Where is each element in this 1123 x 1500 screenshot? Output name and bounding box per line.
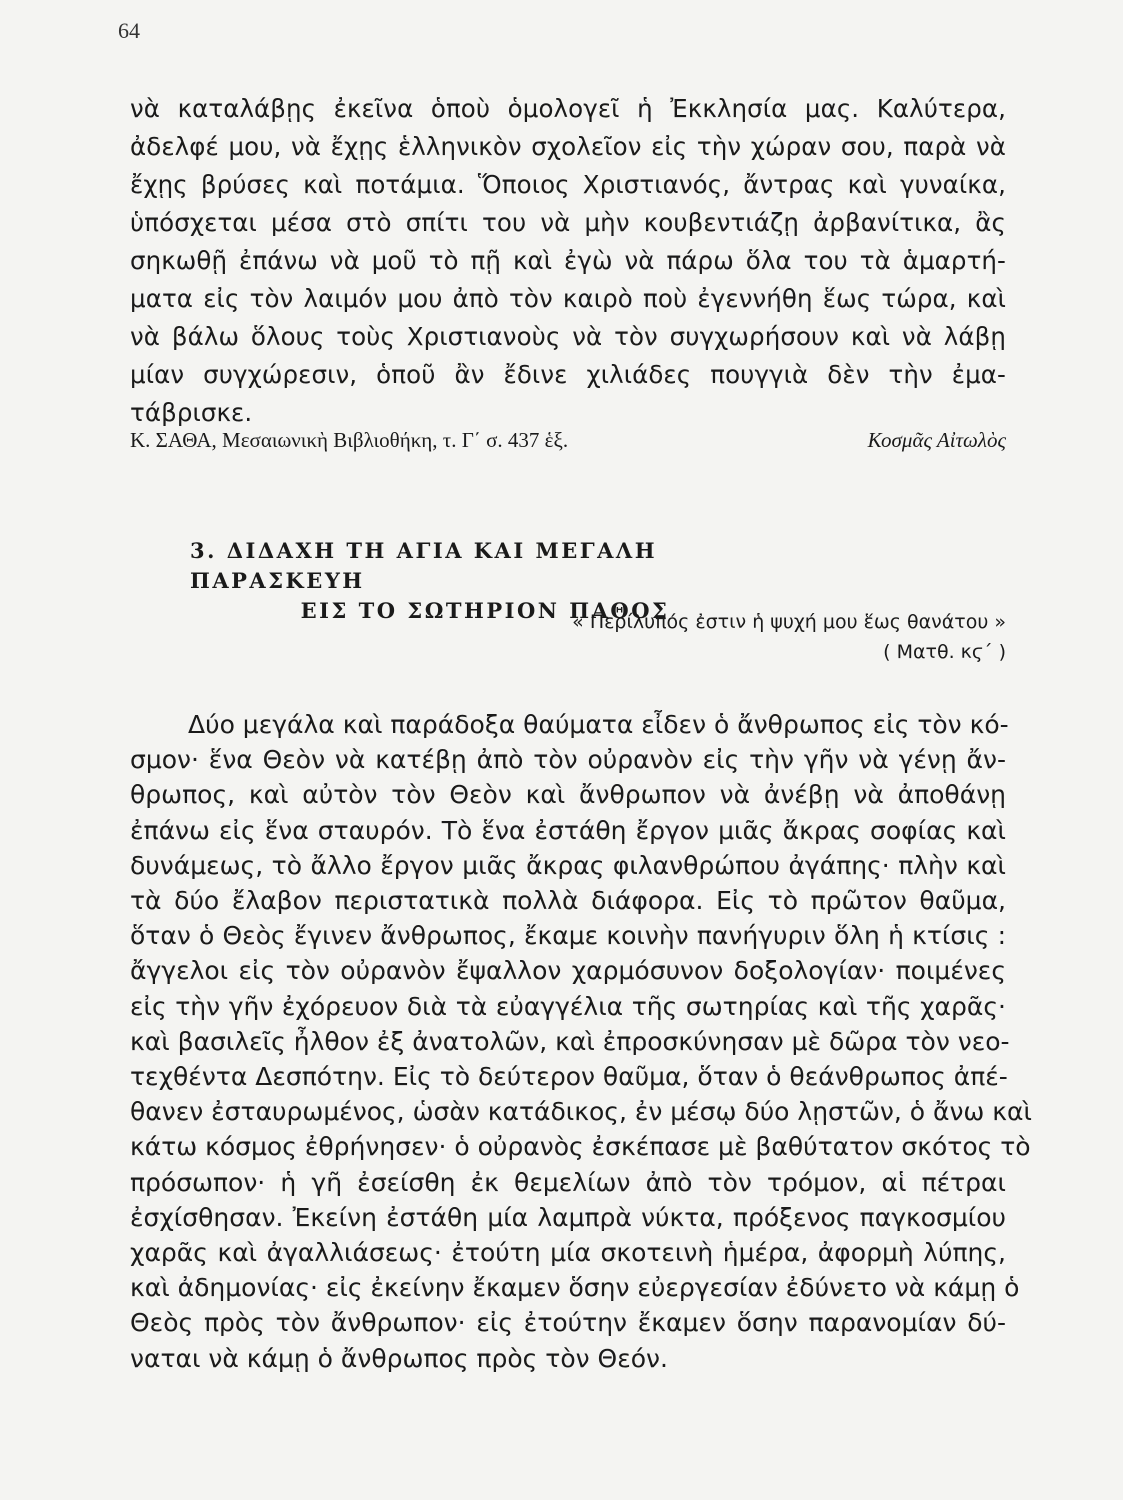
body-line: Θεὸς πρὸς τὸν ἄνθρωπον· εἰς ἐτούτην ἔκαμεν ὅσην παρανομίαν δύ- [130,1308,1006,1338]
quote-line: ματα εἰς τὸν λαιμόν μου ἀπὸ τὸν καιρὸ ποὺ ἐγεννήθη ἕως τώρα, καὶ [130,284,1006,313]
citation [130,428,1006,453]
body-line: δυνάμεως, τὸ ἄλλο ἔργον μιᾶς ἄκρας φιλανθρώπου ἀγάπης· πλὴν καὶ [130,850,1006,880]
epigraph-reference: ( Ματθ. κϛ΄ ) [883,641,1006,663]
citation-source: Κ. ΣΑΘΑ, Μεσαιωνικὴ Βιβλιοθήκη, τ. Γ΄ σ. 437 ἑξ. [130,428,569,452]
body-line: θανεν ἐσταυρωμένος, ὡσὰν κατάδικος, ἐν μέσῳ δύο λῃστῶν, ὁ ἄνω καὶ [130,1097,1032,1127]
body-line: ὅταν ὁ Θεὸς ἔγινεν ἄνθρωπος, ἔκαμε κοινὴν πανήγυριν ὅλη ἡ κτίσις : [130,921,1006,951]
body-line: ναται νὰ κάμῃ ὁ ἄνθρωπος πρὸς τὸν Θεόν. [130,1343,668,1373]
epigraph [572,607,1006,667]
quote-line: ὑπόσχεται μέσα στὸ σπίτι του νὰ μὴν κουβεντιάζῃ ἀρβανίτικα, ἂς [130,208,1006,237]
body-line: χαρᾶς καὶ ἀγαλλιάσεως· ἐτούτη μία σκοτεινὴ ἡμέρα, ἀφορμὴ λύπης, [130,1238,1006,1268]
body-line: τὰ δύο ἔλαβον περιστατικὰ πολλὰ διάφορα. Εἰς τὸ πρῶτον θαῦμα, [130,886,1006,916]
body-line: Δύο μεγάλα καὶ παράδοξα θαύματα εἶδεν ὁ ἄνθρωπος εἰς τὸν κό- [188,710,1009,739]
quote-line: σηκωθῇ ἐπάνω νὰ μοῦ τὸ πῇ καὶ ἐγὼ νὰ πάρω ὅλα του τὰ ἁμαρτή- [130,246,1006,275]
body-line: πρόσωπον· ἡ γῆ ἐσείσθη ἐκ θεμελίων ἀπὸ τὸν τρόμον, αἱ πέτραι [130,1167,1006,1197]
quote-line: νὰ καταλάβῃς ἐκεῖνα ὁποὺ ὁμολογεῖ ἡ Ἐκκλησία μας. Καλύτερα, [130,94,1006,123]
page-number: 64 [118,18,140,43]
citation-author: Κοσμᾶς Αἰτωλὸς [867,428,1006,452]
section-title-line-1: 3. ΔΙΔΑΧΗ ΤΗ ΑΓΙΑ ΚΑΙ ΜΕΓΑΛΗ ΠΑΡΑΣΚΕΥΗ [190,538,658,593]
section-title-line-2: ΕΙΣ ΤΟ ΣΩΤΗΡΙΟΝ ΠΑΘΟΣ [300,598,670,623]
quoted-passage [130,90,1006,432]
quote-line: ἔχῃς βρύσες καὶ ποτάμια. Ὅποιος Χριστιανός, ἄντρας καὶ γυναίκα, [130,170,1006,199]
quote-line: μίαν συγχώρεσιν, ὁποῦ ἂν ἔδινε χιλιάδες πουγγιὰ δὲν τὴν ἐμα- [130,360,1006,389]
quote-line: νὰ βάλω ὅλους τοὺς Χριστιανοὺς νὰ τὸν συγχωρήσουν καὶ νὰ λάβῃ [130,322,1006,351]
quote-line: τάβρισκε. [130,398,253,427]
body-line: καὶ βασιλεῖς ἦλθον ἐξ ἀνατολῶν, καὶ ἐπροσκύνησαν μὲ δῶρα τὸν νεο- [130,1026,1010,1056]
body-line: κάτω κόσμος ἐθρήνησεν· ὁ οὐρανὸς ἐσκέπασε μὲ βαθύτατον σκότος τὸ [130,1132,1031,1162]
body-line: ἐπάνω εἰς ἕνα σταυρόν. Τὸ ἕνα ἐστάθη ἔργον μιᾶς ἄκρας σοφίας καὶ [130,815,1006,845]
epigraph-text: « Περίλυπός ἐστιν ἡ ψυχή μου ἕως θανάτου » [572,611,1006,633]
body-line: σμον· ἕνα Θεὸν νὰ κατέβῃ ἀπὸ τὸν οὐρανὸν εἰς τὴν γῆν νὰ γένῃ ἄν- [130,745,1006,775]
quote-line: ἀδελφέ μου, νὰ ἔχῃς ἑλληνικὸν σχολεῖον εἰς τὴν χώραν σου, παρὰ νὰ [130,132,1006,161]
body-line: εἰς τὴν γῆν ἐχόρευον διὰ τὰ εὐαγγέλια τῆς σωτηρίας καὶ τῆς χαρᾶς· [130,991,1006,1021]
body-line: καὶ ἀδημονίας· εἰς ἐκείνην ἔκαμεν ὅσην εὐεργεσίαν ἐδύνετο νὰ κάμῃ ὁ [130,1273,1020,1303]
body-line: ἐσχίσθησαν. Ἐκείνη ἐστάθη μία λαμπρὰ νύκτα, πρόξενος παγκοσμίου [130,1202,1006,1232]
body-line: τεχθέντα Δεσπότην. Εἰς τὸ δεύτερον θαῦμα, ὅταν ὁ θεάνθρωπος ἀπέ- [130,1062,1008,1092]
body-line: ἄγγελοι εἰς τὸν οὐρανὸν ἔψαλλον χαρμόσυνον δοξολογίαν· ποιμένες [130,956,1006,986]
body-text [130,707,1032,1376]
body-line: θρωπος, καὶ αὐτὸν τὸν Θεὸν καὶ ἄνθρωπον νὰ ἀνέβῃ νὰ ἀποθάνῃ [130,780,1006,810]
